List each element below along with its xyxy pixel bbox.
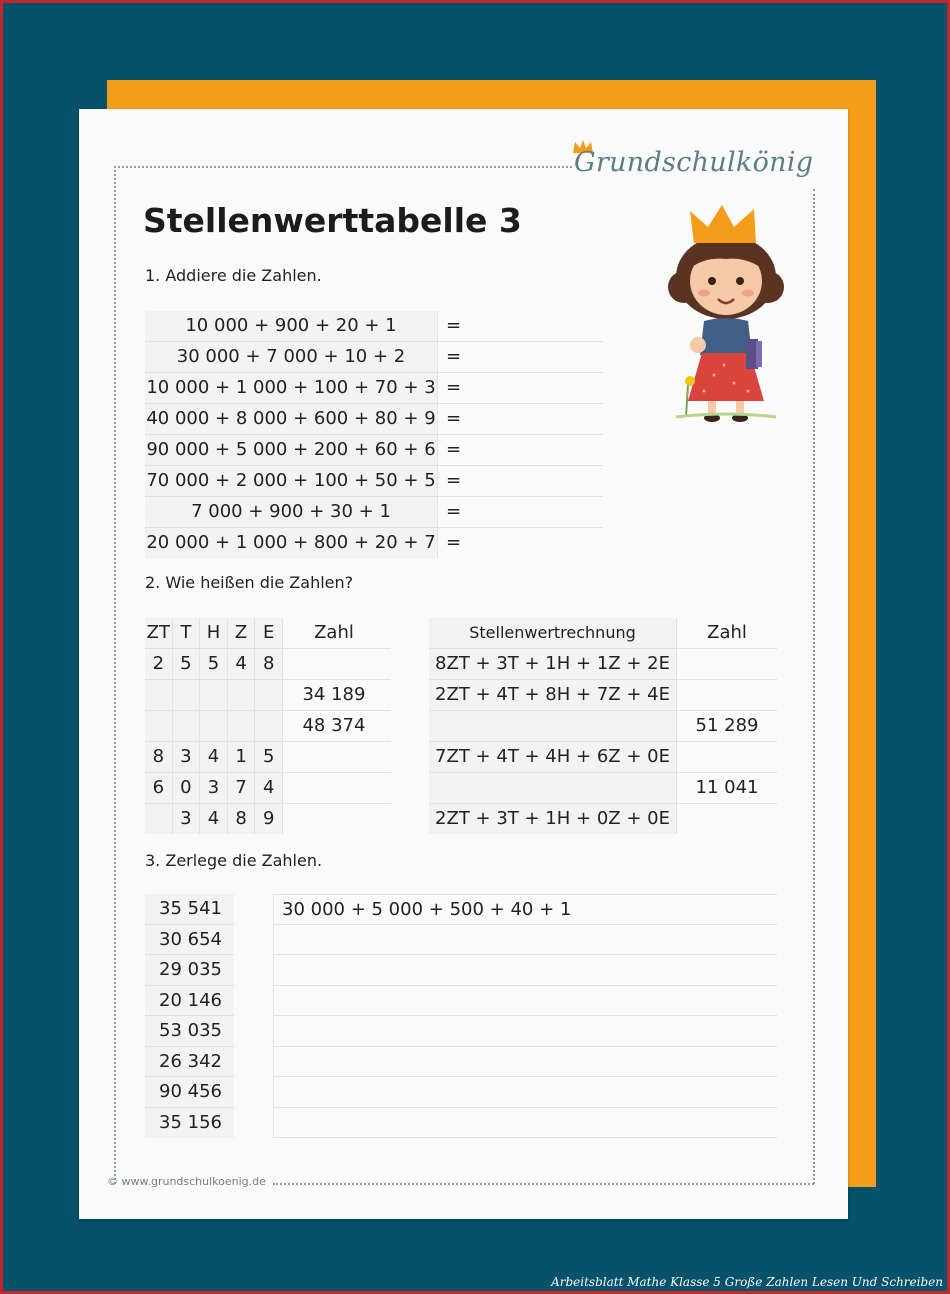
digit-cell[interactable]: 8 [145,742,173,772]
number-cell[interactable]: 48 374 [302,715,366,736]
addition-expression: 10 000 + 1 000 + 100 + 70 + 3 [145,373,437,403]
digit-cell[interactable]: 4 [255,773,283,803]
table-header-row [145,618,391,649]
digit-cell[interactable] [173,711,201,741]
number-cell[interactable]: 51 289 [695,715,759,736]
number-cell[interactable] [283,773,385,803]
digit-cell[interactable]: 1 [228,742,256,772]
digit-cell[interactable]: 4 [200,742,228,772]
addition-expression: 40 000 + 8 000 + 600 + 80 + 9 [145,404,437,434]
table-row [145,435,603,466]
answer-line[interactable] [273,986,777,1017]
addition-expression: 70 000 + 2 000 + 100 + 50 + 5 [145,466,437,496]
list-item: 26 342 [145,1047,234,1078]
column-header: H [200,618,228,648]
answer-line[interactable] [273,1108,777,1139]
worksheet-page [79,109,848,1219]
answer-field[interactable]: = [437,311,603,341]
section3-heading: 3. Zerlege die Zahlen. [145,851,323,870]
answer-field[interactable]: = [437,497,603,527]
table-row [145,742,391,773]
column-header: ZT [145,618,173,648]
addition-expression: 20 000 + 1 000 + 800 + 20 + 7 [145,528,437,558]
answer-field[interactable]: = [437,404,603,434]
answer-field[interactable]: = [437,528,603,558]
number-cell[interactable] [677,742,777,772]
table-row [145,773,391,804]
answer-field[interactable]: = [437,435,603,465]
digit-cell[interactable]: 5 [173,649,201,679]
calculation-cell[interactable] [429,711,677,741]
table-row [145,804,391,834]
digit-cell[interactable]: 4 [228,649,256,679]
list-item: 29 035 [145,955,234,986]
digit-cell[interactable]: 3 [173,742,201,772]
number-cell[interactable]: 34 189 [302,684,366,705]
table-row [145,342,603,373]
digit-cell[interactable]: 7 [228,773,256,803]
calculation-cell[interactable] [429,773,677,803]
table-row [429,680,777,711]
digit-cell[interactable] [200,680,228,710]
digit-cell[interactable]: 4 [200,804,228,834]
answer-line[interactable] [273,1047,777,1078]
digit-cell[interactable] [173,680,201,710]
dotted-frame-left [114,166,116,1184]
answer-field[interactable]: = [437,466,603,496]
table-row [429,649,777,680]
column-header: Zahl [314,622,354,643]
table-header-row [429,618,777,649]
table-row [429,742,777,773]
table-row [429,711,777,742]
calculation-cell[interactable]: 7ZT + 4T + 4H + 6Z + 0E [429,742,677,772]
digit-cell[interactable]: 6 [145,773,173,803]
table-row [429,804,777,834]
number-cell[interactable] [677,804,777,834]
digit-cell[interactable] [145,711,173,741]
answer-line[interactable] [273,1077,777,1108]
section1-heading: 1. Addiere die Zahlen. [145,266,322,285]
place-value-table [145,618,391,834]
digit-cell[interactable]: 3 [173,804,201,834]
digit-cell[interactable]: 5 [200,649,228,679]
list-item: 30 654 [145,925,234,956]
digit-cell[interactable] [145,804,173,834]
number-cell[interactable] [283,804,385,834]
addition-expression: 30 000 + 7 000 + 10 + 2 [145,342,437,372]
list-item: 35 156 [145,1108,234,1139]
answer-field[interactable]: = [437,373,603,403]
digit-cell[interactable] [255,680,283,710]
brand-logo: Grundschulkönig [574,147,814,178]
section2-heading: 2. Wie heißen die Zahlen? [145,573,354,592]
table-row [145,649,391,680]
table-row [145,680,391,711]
table-row [145,404,603,435]
answer-line[interactable]: 30 000 + 5 000 + 500 + 40 + 1 [273,894,777,925]
list-item: 35 541 [145,894,234,925]
list-item: 20 146 [145,986,234,1017]
calculation-cell[interactable]: 8ZT + 3T + 1H + 1Z + 2E [429,649,677,679]
digit-cell[interactable]: 9 [255,804,283,834]
digit-cell[interactable]: 3 [200,773,228,803]
column-header: Z [228,618,256,648]
table-row [145,466,603,497]
digit-cell[interactable]: 5 [255,742,283,772]
list-item: 53 035 [145,1016,234,1047]
digit-cell[interactable]: 0 [173,773,201,803]
digit-cell[interactable] [200,711,228,741]
image-caption: Arbeitsblatt Mathe Klasse 5 Große Zahlen Lesen Und Schreiben [551,1275,943,1289]
calculation-cell[interactable]: 2ZT + 4T + 8H + 7Z + 4E [429,680,677,710]
number-cell[interactable]: 11 041 [695,777,759,798]
digit-cell[interactable] [255,711,283,741]
answer-line[interactable] [273,955,777,986]
table-row [145,311,603,342]
number-cell[interactable] [677,649,777,679]
girl-with-crown-illustration [664,205,794,425]
dotted-frame-bottom [273,1183,814,1185]
answer-line[interactable] [273,925,777,956]
table-row [429,773,777,804]
table-row [145,497,603,528]
dotted-frame-top [114,166,572,168]
addition-table [145,311,603,558]
table-row [145,711,391,742]
digit-cell[interactable] [145,680,173,710]
addition-expression: 10 000 + 900 + 20 + 1 [145,311,437,341]
digit-cell[interactable] [228,711,256,741]
column-header: Zahl [707,622,747,643]
number-cell[interactable] [283,649,385,679]
table-row [145,528,603,558]
table-row [145,373,603,404]
place-value-calculation-table [429,618,777,834]
numbers-column [145,894,234,1138]
digit-cell[interactable] [228,680,256,710]
number-cell[interactable] [677,680,777,710]
footer-url[interactable]: © www.grundschulkoenig.de [107,1175,266,1188]
number-cell[interactable] [283,742,385,772]
digit-cell[interactable]: 8 [255,649,283,679]
column-header: T [173,618,201,648]
decomposition-column [273,894,777,1138]
dotted-frame-right [813,189,815,1184]
answer-line[interactable] [273,1016,777,1047]
digit-cell[interactable]: 2 [145,649,173,679]
answer-field[interactable]: = [437,342,603,372]
column-header: E [255,618,283,648]
addition-expression: 7 000 + 900 + 30 + 1 [145,497,437,527]
list-item: 90 456 [145,1077,234,1108]
digit-cell[interactable]: 8 [228,804,256,834]
column-header: Stellenwertrechnung [429,618,677,648]
addition-expression: 90 000 + 5 000 + 200 + 60 + 6 [145,435,437,465]
calculation-cell[interactable]: 2ZT + 3T + 1H + 0Z + 0E [429,804,677,834]
page-title: Stellenwerttabelle 3 [143,201,522,240]
